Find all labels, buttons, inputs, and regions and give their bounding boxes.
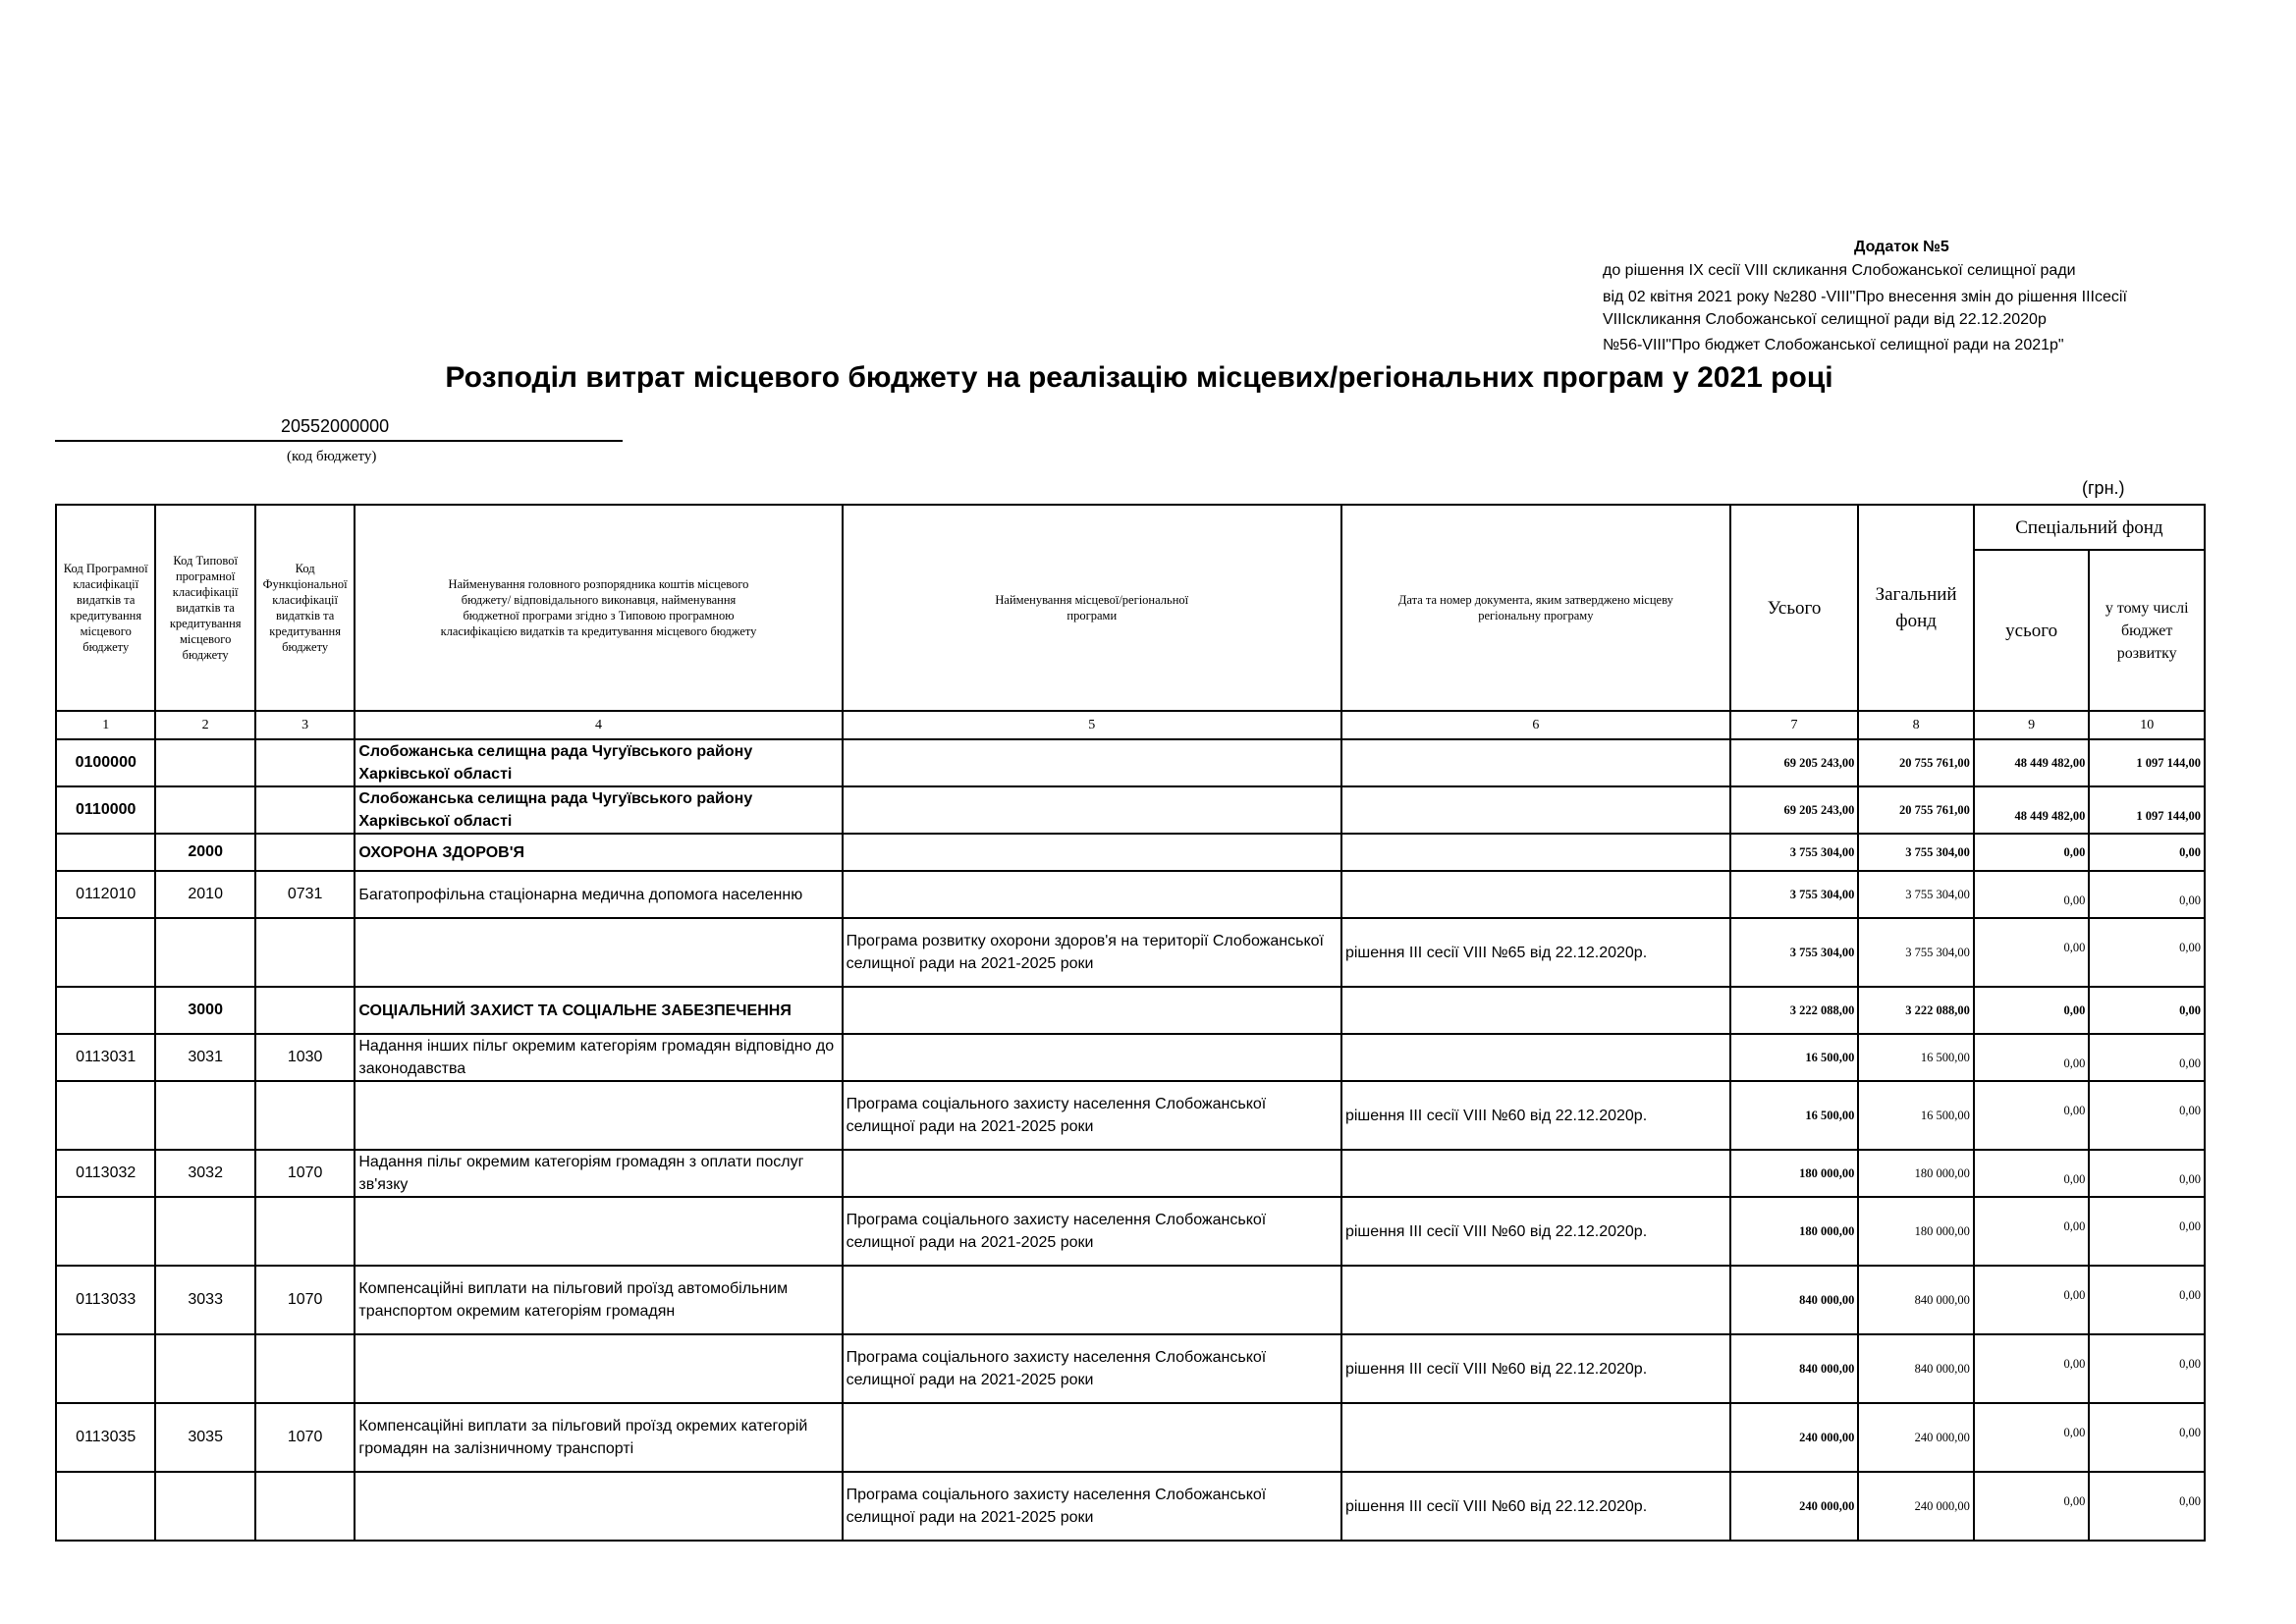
fk-code (255, 987, 355, 1034)
local-program-name (843, 1266, 1341, 1334)
column-number: 4 (355, 711, 842, 739)
amount-special-fund: 0,00 (1974, 871, 2090, 918)
table-row (56, 834, 2205, 871)
local-program-name: Програма соціального захисту населення Слобожанської селищної ради на 2021-2025 роки (843, 1197, 1341, 1266)
table-row (56, 1266, 2205, 1334)
amount-special-fund: 0,00 (1974, 1197, 2090, 1266)
column-number: 10 (2089, 711, 2205, 739)
approval-document (1341, 987, 1730, 1034)
amount-development-budget: 0,00 (2089, 1334, 2205, 1403)
amount-special-fund: 0,00 (1974, 1472, 2090, 1541)
amount-general-fund: 240 000,00 (1858, 1472, 1974, 1541)
annex-line: від 02 квітня 2021 року №280 -VIII"Про внесення змін до рішення IIIсесії (1603, 289, 2127, 305)
amount-total: 16 500,00 (1730, 1081, 1859, 1150)
column-number: 8 (1858, 711, 1974, 739)
approval-document (1341, 739, 1730, 786)
amount-general-fund: 3 755 304,00 (1858, 834, 1974, 871)
kpk-code (56, 834, 155, 871)
tpk-code (155, 786, 254, 834)
amount-special-fund: 0,00 (1974, 1403, 2090, 1472)
amount-special-fund: 0,00 (1974, 834, 2090, 871)
kpk-code (56, 1081, 155, 1150)
local-program-name (843, 1034, 1341, 1081)
local-program-name: Програма розвитку охорони здоров'я на території Слобожанської селищної ради на 2021-2025 роки (843, 918, 1341, 987)
tpk-code: 2000 (155, 834, 254, 871)
programs-table-body (56, 739, 2205, 1541)
amount-total: 3 755 304,00 (1730, 871, 1859, 918)
tpk-code: 3000 (155, 987, 254, 1034)
amount-general-fund: 840 000,00 (1858, 1334, 1974, 1403)
amount-development-budget: 0,00 (2089, 1403, 2205, 1472)
program-name: Слобожанська селищна рада Чугуївського району Харківської області (355, 739, 842, 786)
amount-special-fund: 48 449 482,00 (1974, 786, 2090, 834)
header-name: Найменування головного розпорядника коштів місцевого бюджету/ відповідального виконавця, найменування бюджетної програми згідно з Типовою програмною класифікацією видатків та кредитування місцевого бюджету (355, 505, 842, 711)
table-row (56, 1150, 2205, 1197)
kpk-code: 0113033 (56, 1266, 155, 1334)
program-name (355, 1081, 842, 1150)
annex-title: Додаток №5 (1854, 239, 1949, 255)
header-document: Дата та номер документа, яким затверджено місцеву регіональну програму (1341, 505, 1730, 711)
table-row (56, 1403, 2205, 1472)
amount-special-fund: 48 449 482,00 (1974, 739, 2090, 786)
amount-total: 69 205 243,00 (1730, 786, 1859, 834)
kpk-code: 0110000 (56, 786, 155, 834)
approval-document (1341, 786, 1730, 834)
header-development-budget: у тому числі бюджет розвитку (2089, 550, 2205, 711)
program-name: Компенсаційні виплати за пільговий проїзд окремих категорій громадян на залізничному транспорті (355, 1403, 842, 1472)
amount-total: 3 755 304,00 (1730, 834, 1859, 871)
local-program-name (843, 834, 1341, 871)
table-row (56, 1197, 2205, 1266)
local-program-name (843, 987, 1341, 1034)
program-name (355, 1334, 842, 1403)
approval-document (1341, 871, 1730, 918)
header-fk: Код Функціональної класифікації видатків та кредитування бюджету (255, 505, 355, 711)
amount-general-fund: 3 755 304,00 (1858, 918, 1974, 987)
annex-line: №56-VIII"Про бюджет Слобожанської селищної ради на 2021р" (1603, 337, 2064, 353)
budget-code-caption: (код бюджету) (287, 449, 377, 464)
annex-line: до рішення IX сесії VIII скликання Слобожанської селищної ради (1603, 262, 2076, 279)
tpk-code (155, 918, 254, 987)
amount-development-budget: 0,00 (2089, 1472, 2205, 1541)
amount-special-fund: 0,00 (1974, 1266, 2090, 1334)
kpk-code (56, 1334, 155, 1403)
approval-document: рішення III сесії VIII №60 від 22.12.2020р. (1341, 1081, 1730, 1150)
page-title: Розподіл витрат місцевого бюджету на реалізацію місцевих/регіональних програм у 2021 році (445, 361, 1833, 394)
amount-general-fund: 180 000,00 (1858, 1150, 1974, 1197)
local-program-name: Програма соціального захисту населення Слобожанської селищної ради на 2021-2025 роки (843, 1472, 1341, 1541)
local-program-name (843, 1403, 1341, 1472)
amount-special-fund: 0,00 (1974, 918, 2090, 987)
amount-development-budget: 1 097 144,00 (2089, 786, 2205, 834)
amount-total: 240 000,00 (1730, 1403, 1859, 1472)
amount-general-fund: 20 755 761,00 (1858, 786, 1974, 834)
fk-code (255, 1081, 355, 1150)
amount-development-budget: 0,00 (2089, 987, 2205, 1034)
tpk-code: 3035 (155, 1403, 254, 1472)
column-number: 9 (1974, 711, 2090, 739)
fk-code (255, 739, 355, 786)
program-name (355, 918, 842, 987)
kpk-code (56, 987, 155, 1034)
kpk-code: 0100000 (56, 739, 155, 786)
amount-special-fund: 0,00 (1974, 1034, 2090, 1081)
header-total: Усього (1730, 505, 1859, 711)
programs-table (55, 504, 2206, 1542)
fk-code (255, 1197, 355, 1266)
budget-code: 20552000000 (281, 416, 390, 436)
local-program-name: Програма соціального захисту населення Слобожанської селищної ради на 2021-2025 роки (843, 1081, 1341, 1150)
annex-line: VIIIскликання Слобожанської селищної ради від 22.12.2020р (1603, 311, 2047, 328)
local-program-name (843, 739, 1341, 786)
amount-development-budget: 0,00 (2089, 834, 2205, 871)
header-kpk: Код Програмної класифікації видатків та кредитування місцевого бюджету (56, 505, 155, 711)
budget-code-underline (55, 440, 623, 442)
amount-total: 240 000,00 (1730, 1472, 1859, 1541)
amount-general-fund: 240 000,00 (1858, 1403, 1974, 1472)
kpk-code (56, 918, 155, 987)
amount-development-budget: 0,00 (2089, 1034, 2205, 1081)
table-row (56, 1334, 2205, 1403)
column-number: 1 (56, 711, 155, 739)
fk-code (255, 1334, 355, 1403)
local-program-name: Програма соціального захисту населення Слобожанської селищної ради на 2021-2025 роки (843, 1334, 1341, 1403)
approval-document (1341, 1150, 1730, 1197)
local-program-name (843, 786, 1341, 834)
kpk-code: 0113031 (56, 1034, 155, 1081)
column-number: 3 (255, 711, 355, 739)
header-general-fund: Загальний фонд (1858, 505, 1974, 711)
amount-general-fund: 840 000,00 (1858, 1266, 1974, 1334)
amount-general-fund: 20 755 761,00 (1858, 739, 1974, 786)
local-program-name (843, 871, 1341, 918)
amount-general-fund: 3 755 304,00 (1858, 871, 1974, 918)
header-program: Найменування місцевої/регіональної програми (843, 505, 1341, 711)
table-row (56, 987, 2205, 1034)
program-name: Багатопрофільна стаціонарна медична допомога населенню (355, 871, 842, 918)
tpk-code (155, 1081, 254, 1150)
fk-code: 1030 (255, 1034, 355, 1081)
amount-general-fund: 16 500,00 (1858, 1034, 1974, 1081)
amount-development-budget: 0,00 (2089, 1266, 2205, 1334)
column-number: 2 (155, 711, 254, 739)
program-name: Слобожанська селищна рада Чугуївського району Харківської області (355, 786, 842, 834)
amount-special-fund: 0,00 (1974, 1150, 2090, 1197)
approval-document: рішення III сесії VIII №60 від 22.12.2020р. (1341, 1334, 1730, 1403)
fk-code: 1070 (255, 1266, 355, 1334)
amount-total: 840 000,00 (1730, 1334, 1859, 1403)
kpk-code: 0113035 (56, 1403, 155, 1472)
amount-development-budget: 0,00 (2089, 918, 2205, 987)
table-row (56, 1472, 2205, 1541)
local-program-name (843, 1150, 1341, 1197)
amount-development-budget: 1 097 144,00 (2089, 739, 2205, 786)
amount-general-fund: 3 222 088,00 (1858, 987, 1974, 1034)
header-special-fund: Спеціальний фонд (1974, 505, 2205, 550)
approval-document: рішення III сесії VIII №65 від 22.12.2020р. (1341, 918, 1730, 987)
approval-document: рішення III сесії VIII №60 від 22.12.2020р. (1341, 1472, 1730, 1541)
tpk-code (155, 1197, 254, 1266)
fk-code (255, 1472, 355, 1541)
table-row (56, 918, 2205, 987)
amount-total: 69 205 243,00 (1730, 739, 1859, 786)
kpk-code (56, 1472, 155, 1541)
table-row (56, 1081, 2205, 1150)
program-name: СОЦІАЛЬНИЙ ЗАХИСТ ТА СОЦІАЛЬНЕ ЗАБЕЗПЕЧЕННЯ (355, 987, 842, 1034)
fk-code: 1070 (255, 1403, 355, 1472)
amount-general-fund: 16 500,00 (1858, 1081, 1974, 1150)
header-special-total: усього (1974, 550, 2090, 711)
amount-total: 16 500,00 (1730, 1034, 1859, 1081)
column-number: 7 (1730, 711, 1859, 739)
column-number: 5 (843, 711, 1341, 739)
amount-general-fund: 180 000,00 (1858, 1197, 1974, 1266)
fk-code: 0731 (255, 871, 355, 918)
fk-code: 1070 (255, 1150, 355, 1197)
fk-code (255, 918, 355, 987)
program-name (355, 1472, 842, 1541)
tpk-code: 3033 (155, 1266, 254, 1334)
tpk-code (155, 1334, 254, 1403)
tpk-code: 2010 (155, 871, 254, 918)
amount-total: 180 000,00 (1730, 1197, 1859, 1266)
tpk-code (155, 1472, 254, 1541)
amount-development-budget: 0,00 (2089, 1081, 2205, 1150)
amount-total: 3 222 088,00 (1730, 987, 1859, 1034)
tpk-code: 3031 (155, 1034, 254, 1081)
kpk-code: 0113032 (56, 1150, 155, 1197)
amount-total: 180 000,00 (1730, 1150, 1859, 1197)
program-name: ОХОРОНА ЗДОРОВ'Я (355, 834, 842, 871)
table-row (56, 786, 2205, 834)
header-tpk: Код Типової програмної класифікації видатків та кредитування місцевого бюджету (155, 505, 254, 711)
approval-document: рішення III сесії VIII №60 від 22.12.2020р. (1341, 1197, 1730, 1266)
kpk-code (56, 1197, 155, 1266)
amount-special-fund: 0,00 (1974, 987, 2090, 1034)
amount-special-fund: 0,00 (1974, 1081, 2090, 1150)
fk-code (255, 786, 355, 834)
amount-development-budget: 0,00 (2089, 871, 2205, 918)
fk-code (255, 834, 355, 871)
column-number: 6 (1341, 711, 1730, 739)
approval-document (1341, 1403, 1730, 1472)
table-row (56, 871, 2205, 918)
amount-total: 840 000,00 (1730, 1266, 1859, 1334)
kpk-code: 0112010 (56, 871, 155, 918)
program-name: Надання інших пільг окремим категоріям громадян відповідно до законодавства (355, 1034, 842, 1081)
tpk-code: 3032 (155, 1150, 254, 1197)
tpk-code (155, 739, 254, 786)
table-row (56, 739, 2205, 786)
amount-development-budget: 0,00 (2089, 1197, 2205, 1266)
amount-special-fund: 0,00 (1974, 1334, 2090, 1403)
program-name: Надання пільг окремим категоріям громадян з оплати послуг зв'язку (355, 1150, 842, 1197)
program-name: Компенсаційні виплати на пільговий проїзд автомобільним транспортом окремим категоріям громадян (355, 1266, 842, 1334)
approval-document (1341, 834, 1730, 871)
approval-document (1341, 1266, 1730, 1334)
approval-document (1341, 1034, 1730, 1081)
amount-total: 3 755 304,00 (1730, 918, 1859, 987)
table-row (56, 1034, 2205, 1081)
amount-development-budget: 0,00 (2089, 1150, 2205, 1197)
program-name (355, 1197, 842, 1266)
currency-label: (грн.) (2082, 478, 2125, 498)
